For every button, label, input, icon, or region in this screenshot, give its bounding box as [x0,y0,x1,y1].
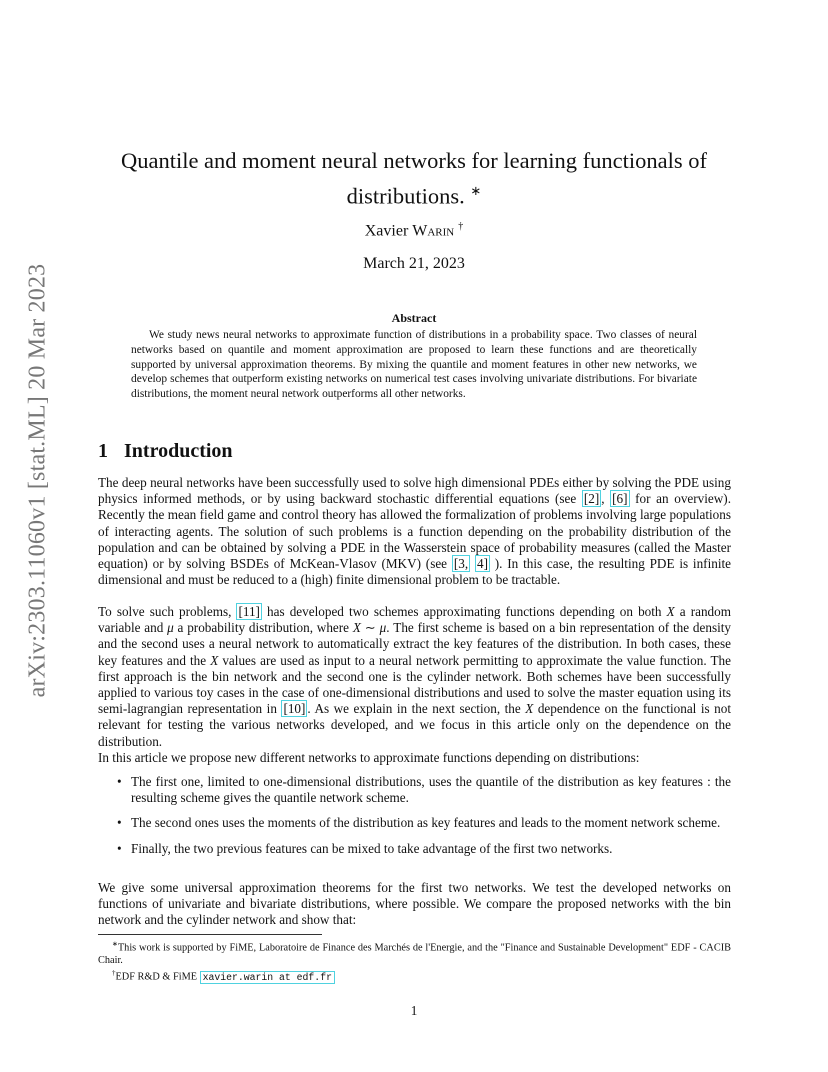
author [0,221,828,240]
math-mu: μ [167,620,174,636]
footnotes [98,938,731,984]
page-number: 1 [410,1003,418,1018]
citation-link[interactable]: [2] [583,491,600,507]
paragraph-2: To solve such problems, [11] has developed two schemes approximating functions depending on both X a random variable and μ a probability distribution, where X ∼ μ. The first scheme is based on a bin representation of the density and the second uses a neural network to automatically extract the key features of the distribution. In both cases, these key features and the X values are used as input to a neural network permitting to approximate the value function. The first approach is the bin network and the second one is the cylinder network. Both schemes have been successfully applied to various toy cases in the case of one-dimensional distributions and used to solve the master equation using its semi-lagrangian representation in [10] . As we explain in the next section, the X dependence on the functional is not relevant for testing the various networks developed, and we focus in this article only on the dependence on the distribution. [98,604,732,749]
list-item: • The first one, limited to one-dimensional distributions, uses the quantile of the distribution as key features : the resulting scheme gives the quantile network scheme. [117,774,731,806]
math-x: X [352,620,361,636]
math-x: X [666,604,675,619]
contribution-list [117,774,731,866]
citation-link[interactable]: [3, [453,556,469,572]
math-x: X [525,701,534,717]
footnote-1: ∗This work is supported by FiME, Laboratoire de Finance des Marchés de l'Energie, and the "Finance and Sustainable Development" EDF - CACIB Chair. [98,940,731,966]
paragraph-4: We give some universal approximation theorems for the first two networks. We test the developed networks on functions of univariate and bivariate distributions, where possible. We compare the proposed networks with the bin network and the cylinder network and show that: [98,880,731,928]
footnote-divider [98,934,322,935]
citation-link[interactable]: [11] [238,604,260,619]
citation-link[interactable]: 4] [476,556,488,572]
section-title: Introduction [124,440,233,462]
math-x: X [210,652,219,668]
paper-date: March 21, 2023 [363,255,465,272]
email-link[interactable]: xavier.warin at edf.fr [200,971,335,984]
author-footnote-mark: † [458,221,464,232]
paragraph-3: In this article we propose new different networks to approximate functions depending on distributions: [98,750,640,765]
paragraph-1: The deep neural networks have been successfully used to solve high dimensional PDEs either by solving the PDE using physics informed methods, or by using backward stochastic differential equations (see [2] , [6] for an overview). Recently the mean field game and control theory has allowed the formalization of problems involving large populations of interacting agents. The solution of such problems is a function depending on the probability distribution of the population and can be obtained by solving a PDE in the Wasserstein space of probability measures (called the Master equation) or by solving BSDEs of McKean-Vlasov (MKV) (see [3, 4] ). In this case, the resulting PDE is infinite dimensional and must be reduced to a (high) finite dimensional problem to be tractable. [98,475,732,588]
title-footnote-mark: ∗ [470,183,482,198]
abstract-heading: Abstract [391,311,437,325]
citation-link[interactable]: [6] [612,491,628,507]
arxiv-stamp [18,263,58,697]
list-item: • Finally, the two previous features can be mixed to take advantage of the first two networks. [117,841,731,857]
math-mu: μ [379,620,387,636]
paper-title: Quantile and moment neural networks for learning functionals of distributions. ∗ [120,148,708,209]
author-last-name: Warin [412,222,455,240]
author-first-name: Xavier [364,222,409,240]
list-item: • The second ones uses the moments of the distribution as key features and leads to the moment network scheme. [117,815,731,831]
arxiv-stamp-text: arXiv:2303.11060v1 [stat.ML] 20 Mar 2023 [24,263,51,697]
citation-link[interactable]: [10] [283,701,306,717]
abstract-text: We study news neural networks to approximate function of distributions in a probability space. Two classes of neural networks based on quantile and moment approximation are proposed to learn these functions and are theoretically supported by universal approximation theorems. By mixing the quantile and moment features in other new networks, we develop schemes that outperform existing networks on numerical test cases involving univariate distributions. For bivariate distributions, the moment neural network outperforms all other networks. [131,329,697,401]
section-number: 1 [98,440,108,462]
section-heading [98,440,233,463]
footnote-2: †EDF R&D & FiME xavier.warin at edf.fr [98,967,731,984]
